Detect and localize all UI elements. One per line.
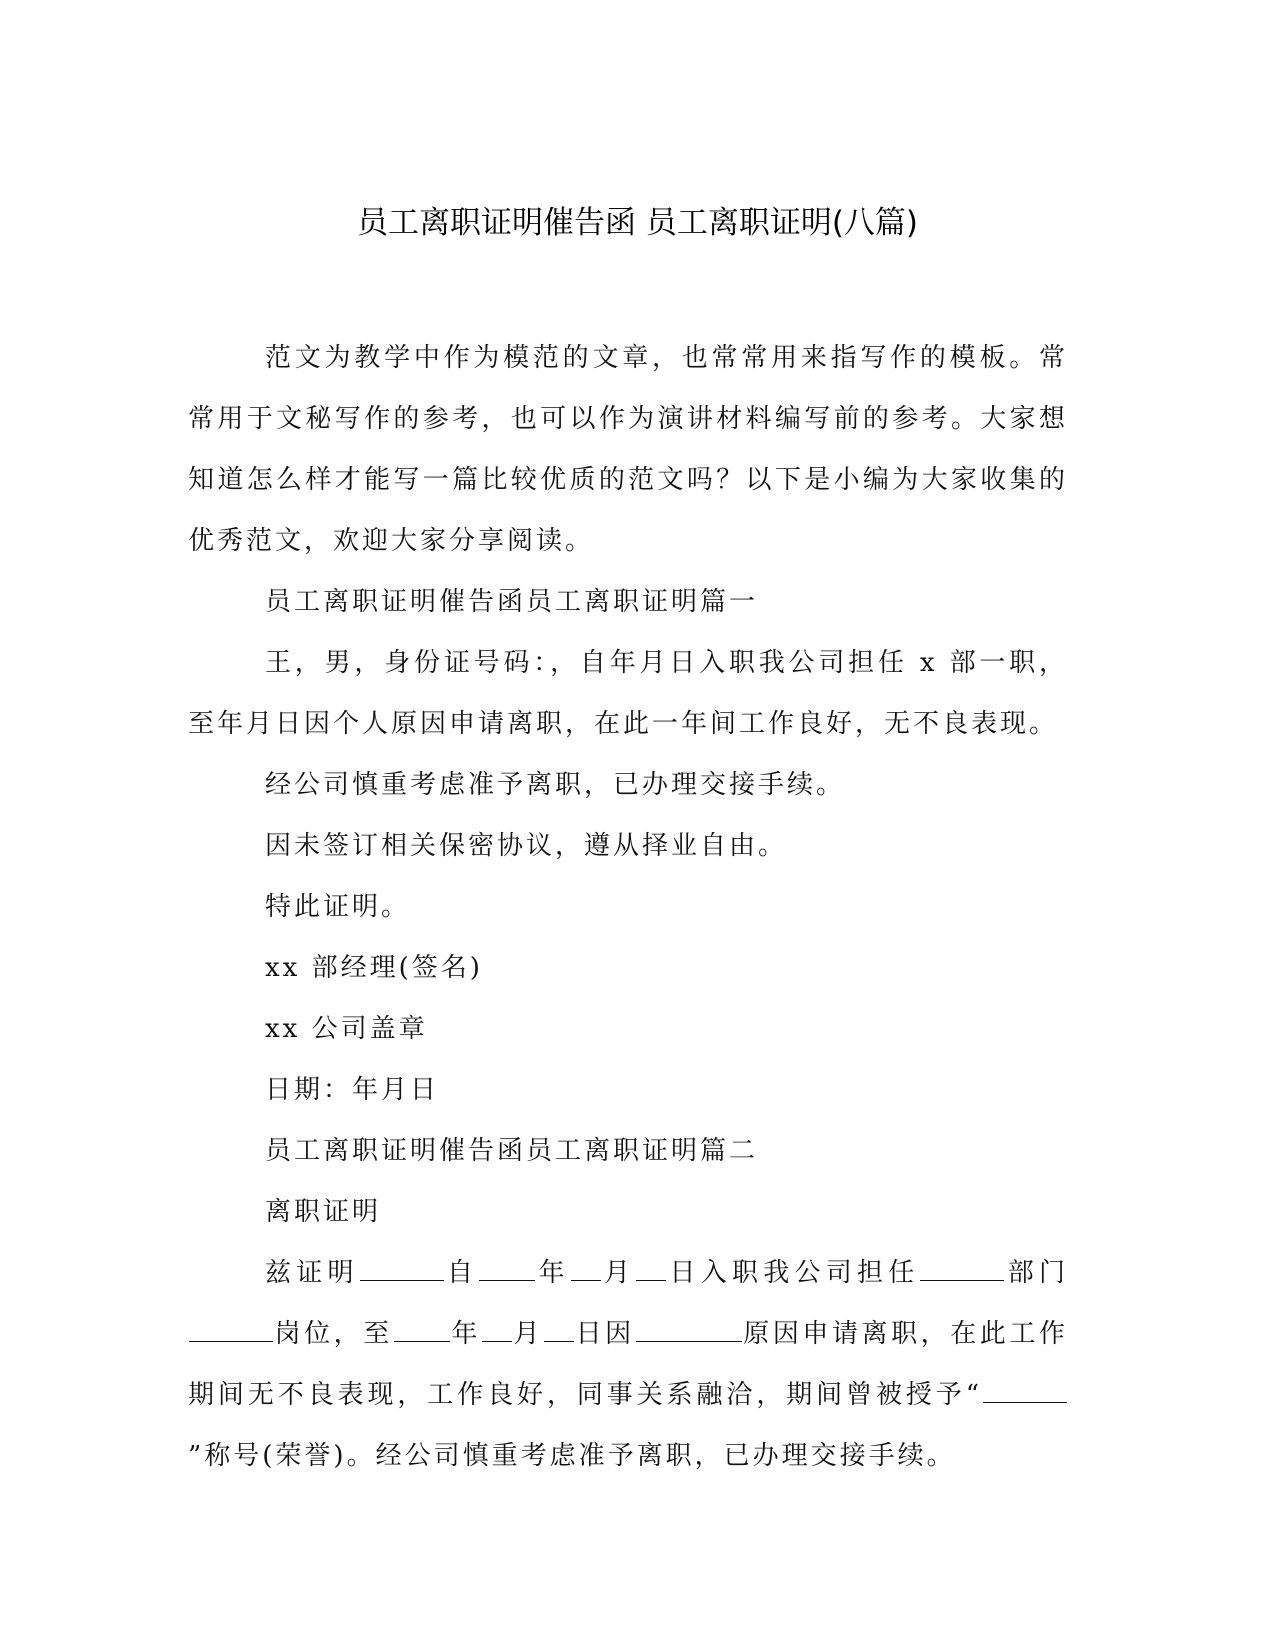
fill-text: 原因申请离职，在此工作期间无不良表现，工作良好，同事关系融洽，期间曾被授予“ [188, 1319, 1068, 1410]
blank-reason [636, 1319, 742, 1342]
document-title: 员工离职证明催告函 员工离职证明(八篇) [356, 205, 919, 241]
fill-text: 日因 [575, 1319, 635, 1349]
fill-text: 年 [450, 1319, 481, 1349]
section1-paragraph-3: 因未签订相关保密协议，遵从择业自由。 [265, 831, 788, 861]
section2-subheading: 离职证明 [265, 1197, 382, 1227]
fill-text: 部门 [1005, 1258, 1068, 1288]
blank-end-day [544, 1319, 574, 1342]
blank-start-day [636, 1258, 666, 1281]
section1-date-line: 日期：年月日 [265, 1075, 440, 1105]
fill-text: 岗位，至 [274, 1319, 393, 1349]
fill-text: 日入职我公司担任 [667, 1258, 920, 1288]
blank-name [360, 1258, 444, 1281]
section1-signature-line: xx 部经理(签名) [265, 953, 483, 983]
section1-paragraph-1: 王，男，身份证号码：，自年月日入职我公司担任 x 部一职，至年月日因个人原因申请离职，在此一年间工作良好，无不良表现。 [188, 648, 1068, 739]
blank-honor [983, 1380, 1067, 1403]
section1-heading: 员工离职证明催告函员工离职证明篇一 [265, 587, 759, 617]
section1-seal-line: xx 公司盖章 [265, 1014, 428, 1044]
fill-text: 月 [601, 1258, 636, 1288]
fill-text: ”称号(荣誉)。经公司慎重考虑准予离职，已办理交接手续。 [188, 1441, 956, 1471]
blank-end-month [482, 1319, 512, 1342]
blank-start-month [571, 1258, 601, 1281]
fill-text: 自 [444, 1258, 479, 1288]
section2-heading: 员工离职证明催告函员工离职证明篇二 [265, 1136, 759, 1166]
section2-fill-paragraph [188, 1243, 1068, 1487]
fill-text: 月 [512, 1319, 544, 1349]
blank-position [189, 1319, 273, 1342]
blank-department [920, 1258, 1004, 1281]
section1-paragraph-2: 经公司慎重考虑准予离职，已办理交接手续。 [265, 770, 846, 800]
document-body [188, 328, 1068, 1487]
section1-paragraph-4: 特此证明。 [265, 892, 411, 922]
fill-text: 年 [536, 1258, 570, 1288]
intro-paragraph: 范文为教学中作为模范的文章，也常常用来指写作的模板。常常用于文秘写作的参考，也可以作为演讲材料编写前的参考。大家想知道怎么样才能写一篇比较优质的范文吗？以下是小编为大家收集的优秀范文，欢迎大家分享阅读。 [188, 343, 1068, 556]
blank-end-year [394, 1319, 450, 1342]
fill-text: 兹证明 [265, 1258, 359, 1288]
blank-start-year [479, 1258, 535, 1281]
